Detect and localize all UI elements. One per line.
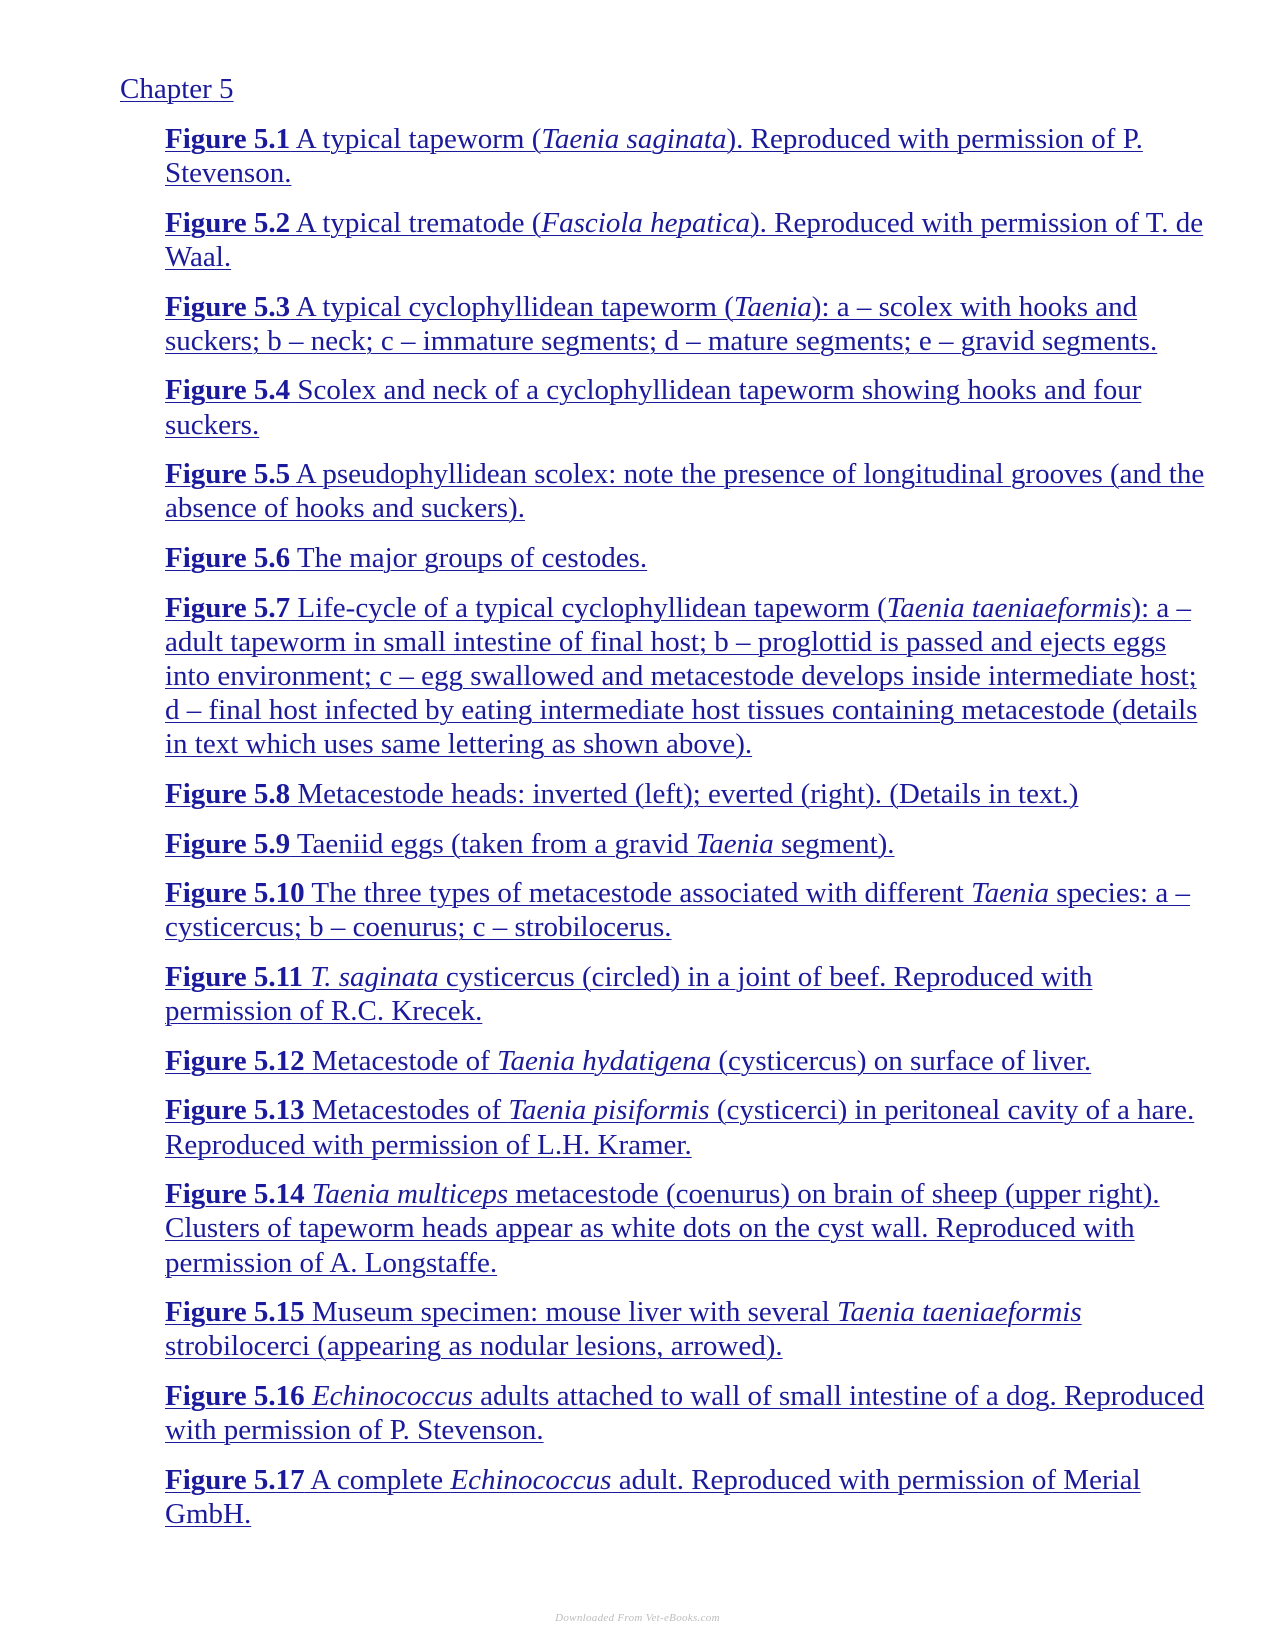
figure-entry (165, 960, 1205, 1028)
figure-caption-text: ): a – scolex with hooks and suckers; b – neck; c – immature segments; d – mature segments; e – gravid segments. (165, 290, 1158, 357)
figure-caption-text: Metacestode of (304, 1044, 498, 1077)
figure-link[interactable] (165, 1464, 1141, 1530)
figure-entry (165, 876, 1205, 944)
figure-number: Figure 5.4 (165, 374, 291, 407)
figure-link[interactable] (165, 291, 1157, 357)
figure-link[interactable] (165, 542, 647, 574)
figure-entry (165, 206, 1205, 274)
figure-link[interactable] (165, 1094, 1194, 1160)
figure-caption-text: strobilocerci (appearing as nodular lesions, arrowed). (165, 1330, 783, 1363)
figure-number: Figure 5.14 (165, 1178, 305, 1211)
watermark-footer: Downloaded From Vet-eBooks.com (555, 1612, 720, 1624)
figure-number: Figure 5.1 (165, 123, 291, 155)
figure-caption-text (305, 1380, 312, 1412)
figure-link[interactable] (165, 592, 1197, 761)
figure-caption-text: (cysticercus) on surface of liver. (711, 1044, 1092, 1077)
figure-number: Figure 5.11 (165, 960, 304, 993)
figure-caption-italic: Taenia (695, 827, 774, 860)
figure-entry (165, 1463, 1205, 1531)
figure-link[interactable] (165, 123, 1143, 189)
figure-entry (165, 777, 1205, 811)
figure-number: Figure 5.16 (165, 1379, 305, 1412)
figure-entry (165, 1177, 1205, 1280)
figure-caption-text: The major groups of cestodes. (290, 541, 648, 574)
figure-number: Figure 5.13 (165, 1094, 305, 1127)
figure-caption-italic: Echinococcus (311, 1379, 473, 1412)
figure-caption-text: A complete (304, 1463, 451, 1496)
figure-caption-italic: Taenia pisiformis (508, 1094, 710, 1127)
figure-caption-text: Life-cycle of a typical cyclophyllidean tapeworm ( (290, 591, 887, 624)
figure-link[interactable] (165, 1380, 1204, 1446)
figure-entry (165, 290, 1205, 358)
figure-link[interactable] (165, 1296, 1082, 1362)
figure-caption-text: metacestode (coenurus) on brain of sheep (upper right). Clusters of tapeworm heads appear as white dots on the cyst wall. Reproduced with permission of A. Longstaffe. (165, 1178, 1160, 1279)
figure-caption-text: cysticercus (circled) in a joint of beef. Reproduced with permission of R.C. Krecek. (165, 960, 1093, 1028)
figure-caption-italic: Fasciola hepatica (541, 206, 750, 239)
figure-number: Figure 5.5 (165, 458, 291, 491)
figure-number: Figure 5.10 (165, 877, 305, 910)
figure-caption-italic: Taenia (733, 290, 812, 323)
figure-number: Figure 5.8 (165, 777, 291, 810)
figure-number: Figure 5.7 (165, 591, 291, 624)
figure-caption-text (305, 1178, 312, 1210)
figure-caption-text: A typical trematode ( (290, 206, 542, 239)
chapter-link[interactable]: Chapter 5 (120, 73, 234, 105)
figure-number: Figure 5.17 (165, 1463, 305, 1496)
figure-caption-text: Scolex and neck of a cyclophyllidean tapeworm showing hooks and four suckers. (165, 374, 1142, 441)
figure-entry (165, 373, 1205, 441)
figure-entry (165, 122, 1205, 190)
figure-caption-italic: Taenia multiceps (311, 1178, 509, 1211)
figure-caption-text: ): a – adult tapeworm in small intestine of final host; b – proglottid is passed and ejects eggs into environment; c – egg swallowed and metacestode develops inside intermediate host; d – final host infected by eating intermediate host tissues containing metacestode (details in text which uses same lettering as shown above). (165, 591, 1198, 761)
figure-caption-italic: Taenia saginata (541, 123, 727, 155)
figure-caption-italic: Taenia taeniaeformis (836, 1296, 1082, 1329)
figure-caption-text: adults attached to wall of small intestine of a dog. Reproduced with permission of P. Stevenson. (165, 1379, 1205, 1447)
figure-entry (165, 827, 1205, 861)
figure-caption-text: ). Reproduced with permission of P. Stevenson. (165, 123, 1143, 190)
figure-caption-text: A typical cyclophyllidean tapeworm ( (290, 290, 734, 323)
figure-caption-text: A pseudophyllidean scolex: note the presence of longitudinal grooves (and the absence of hooks and suckers). (165, 458, 1205, 525)
figure-caption-italic: Taenia (971, 877, 1050, 910)
figure-caption-text: Metacestodes of (304, 1094, 509, 1127)
figure-number: Figure 5.2 (165, 206, 291, 239)
figure-link[interactable] (165, 1045, 1091, 1077)
figure-number: Figure 5.6 (165, 541, 291, 574)
figure-number: Figure 5.9 (165, 827, 291, 860)
figure-caption-text: (cysticerci) in peritoneal cavity of a hare. Reproduced with permission of L.H. Kramer. (165, 1094, 1195, 1161)
figure-caption-text: segment). (773, 827, 895, 860)
figure-number: Figure 5.12 (165, 1044, 305, 1077)
figure-caption-text: Museum specimen: mouse liver with several (304, 1296, 837, 1329)
figure-list (165, 122, 1205, 1547)
figure-link[interactable] (165, 374, 1141, 440)
figure-caption-text: A typical tapeworm ( (290, 123, 542, 155)
figure-link[interactable] (165, 778, 1078, 810)
figure-link[interactable] (165, 828, 895, 860)
figure-caption-text: ). Reproduced with permission of T. de Waal. (165, 206, 1204, 273)
figure-entry (165, 1093, 1205, 1161)
figure-link[interactable] (165, 877, 1190, 943)
figure-caption-text: The three types of metacestode associated with different (304, 877, 972, 910)
figure-caption-italic: Taenia taeniaeformis (886, 591, 1132, 624)
figure-caption-italic: T. saginata (310, 960, 439, 993)
figure-entry (165, 1295, 1205, 1363)
figure-entry (165, 541, 1205, 575)
figure-entry (165, 591, 1205, 762)
figure-caption-text: Metacestode heads: inverted (left); everted (right). (Details in text.) (290, 777, 1079, 810)
figure-caption-text: adult. Reproduced with permission of Merial GmbH. (165, 1463, 1141, 1530)
figure-entry (165, 457, 1205, 525)
figure-caption-italic: Echinococcus (450, 1463, 612, 1496)
figure-entry (165, 1379, 1205, 1447)
figure-number: Figure 5.15 (165, 1296, 305, 1329)
figure-caption-text: species: a – cysticercus; b – coenurus; c – strobilocerus. (165, 877, 1190, 944)
figure-link[interactable] (165, 961, 1093, 1027)
figure-link[interactable] (165, 1178, 1160, 1278)
figure-link[interactable] (165, 458, 1204, 524)
figure-caption-italic: Taenia hydatigena (497, 1044, 712, 1077)
figure-caption-text: Taeniid eggs (taken from a gravid (290, 827, 696, 860)
figure-number: Figure 5.3 (165, 290, 291, 323)
figure-link[interactable] (165, 207, 1203, 273)
figure-entry (165, 1044, 1205, 1078)
